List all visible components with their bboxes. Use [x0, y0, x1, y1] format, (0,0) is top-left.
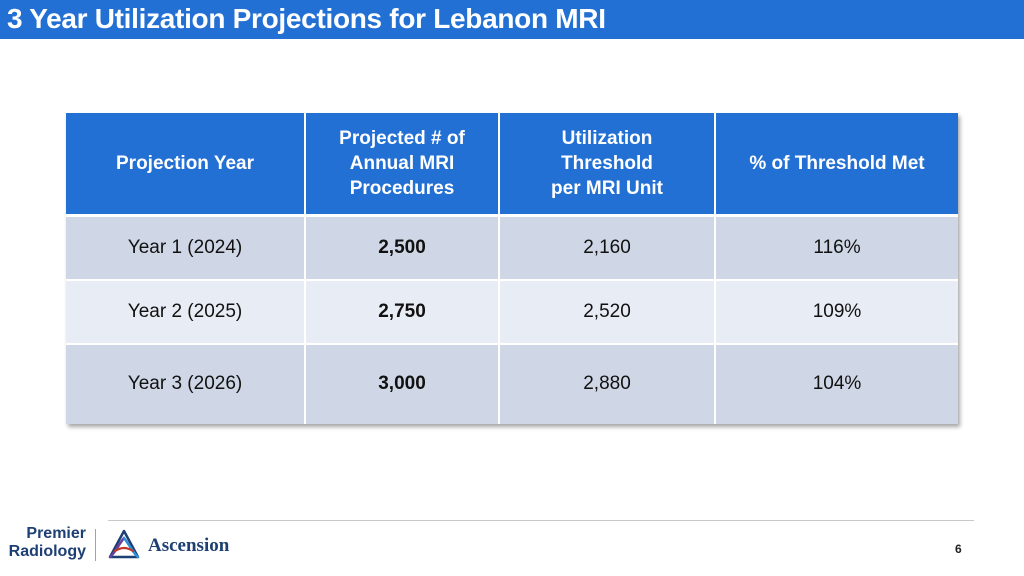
table-row — [66, 344, 958, 424]
premier-radiology-logo: Premier Radiology — [8, 525, 86, 560]
page-number: 6 — [955, 542, 962, 556]
ascension-logo-icon — [107, 529, 141, 561]
table-row — [66, 280, 958, 344]
table-row — [66, 216, 958, 280]
projection-table — [66, 113, 958, 424]
cell-projected-procedures: 2,500 — [305, 216, 499, 280]
slide-title: 3 Year Utilization Projections for Lebanon MRI — [7, 3, 606, 34]
header-projection-year: Projection Year — [66, 113, 305, 216]
cell-utilization-threshold: 2,520 — [499, 280, 715, 344]
table-header-row — [66, 113, 958, 216]
header-threshold-met: % of Threshold Met — [715, 113, 958, 216]
cell-threshold-met: 109% — [715, 280, 958, 344]
cell-utilization-threshold: 2,880 — [499, 344, 715, 424]
header-utilization-threshold: Utilization Threshold per MRI Unit — [499, 113, 715, 216]
cell-utilization-threshold: 2,160 — [499, 216, 715, 280]
logo-divider — [95, 529, 96, 561]
cell-projection-year: Year 1 (2024) — [66, 216, 305, 280]
cell-threshold-met: 116% — [715, 216, 958, 280]
title-bar — [0, 0, 1024, 39]
cell-projected-procedures: 3,000 — [305, 344, 499, 424]
ascension-logo-text: Ascension — [148, 535, 230, 556]
cell-threshold-met: 104% — [715, 344, 958, 424]
cell-projection-year: Year 2 (2025) — [66, 280, 305, 344]
footer-divider — [108, 520, 974, 521]
header-projected-procedures: Projected # of Annual MRI Procedures — [305, 113, 499, 216]
cell-projected-procedures: 2,750 — [305, 280, 499, 344]
cell-projection-year: Year 3 (2026) — [66, 344, 305, 424]
